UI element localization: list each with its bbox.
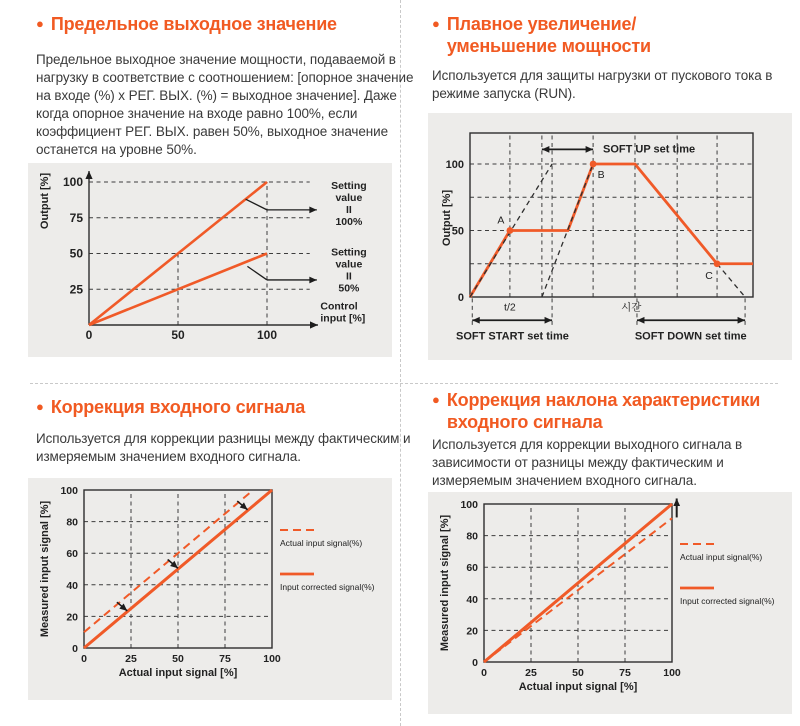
arrowhead bbox=[542, 146, 550, 153]
section-body: Используется для коррекции выходного сигнала в зависимости от разницы между фактическим и измеряемым значением входного сигнала. bbox=[432, 437, 743, 488]
point-label: C bbox=[705, 269, 713, 282]
arrowhead bbox=[637, 317, 645, 324]
bullet-icon: ● bbox=[36, 16, 44, 31]
y-tick-label: 100 bbox=[445, 159, 464, 171]
x-tick-label: 50 bbox=[172, 653, 184, 665]
arrowhead bbox=[85, 171, 92, 179]
horizontal-divider bbox=[30, 383, 778, 384]
annotation-text: 시간 bbox=[621, 301, 642, 314]
output-limit-chart bbox=[28, 163, 392, 357]
arrowhead bbox=[545, 317, 553, 324]
arrowhead bbox=[673, 498, 680, 506]
annotation-arrow bbox=[246, 199, 267, 210]
section-body: Предельное выходное значение мощности, подаваемой в нагрузку в соответствие с соотношением: [опорное значение на входе (%) x РЕГ. ВЫХ. (%) = выходное значение]. Даже когда опорное значение на входе равно 100%, если коэффициент РЕГ. ВЫХ. равен 50%, выходное значение останется на уровне 50%. bbox=[36, 52, 414, 157]
x-tick-label: 0 bbox=[81, 653, 87, 665]
section-title-line: Плавное увеличение/ bbox=[446, 14, 637, 34]
soft-start-updown-chart bbox=[428, 113, 792, 360]
x-tick-label: 100 bbox=[263, 653, 281, 665]
section-input-correction bbox=[36, 396, 416, 466]
section-title-line: уменьшение мощности bbox=[446, 36, 651, 56]
soft-start-chart-panel bbox=[428, 113, 792, 360]
y-tick-label: 100 bbox=[60, 485, 78, 497]
x-tick-label: 75 bbox=[619, 667, 631, 679]
point-label: B bbox=[597, 169, 605, 181]
section-title-line: Коррекция входного сигнала bbox=[50, 397, 306, 417]
annotation-text: input [%] bbox=[320, 312, 366, 325]
x-tick-label: 0 bbox=[481, 667, 487, 679]
y-axis-label: Output [%] bbox=[39, 172, 51, 230]
legend-label: Actual input signal(%) bbox=[280, 538, 363, 548]
x-axis-label: Actual input signal [%] bbox=[518, 681, 638, 693]
y-tick-label: 20 bbox=[466, 625, 478, 638]
y-axis-label: Output [%] bbox=[441, 189, 453, 247]
y-tick-label: 100 bbox=[62, 175, 83, 189]
section-title-line: входного сигнала bbox=[446, 412, 603, 432]
annotation-text: 50% bbox=[338, 282, 360, 295]
x-tick-label: 100 bbox=[256, 328, 278, 342]
section-title bbox=[36, 13, 414, 35]
y-tick-label: 0 bbox=[457, 292, 464, 304]
y-tick-label: 100 bbox=[460, 499, 478, 511]
point-marker bbox=[507, 227, 514, 234]
y-tick-label: 75 bbox=[69, 210, 83, 225]
legend-label: Input corrected signal(%) bbox=[680, 596, 775, 606]
input-slope-correction-chart bbox=[428, 492, 792, 714]
x-tick-label: 25 bbox=[525, 667, 537, 679]
x-axis-label: Actual input signal [%] bbox=[118, 667, 238, 679]
section-limit-output bbox=[36, 13, 414, 159]
arrowhead bbox=[309, 207, 317, 214]
y-tick-label: 25 bbox=[69, 282, 83, 297]
arrowhead bbox=[738, 317, 746, 324]
chart-series bbox=[717, 264, 745, 297]
annotation-text: value bbox=[335, 192, 363, 205]
section-title-line: Предельное выходное значение bbox=[50, 14, 337, 34]
bullet-icon: ● bbox=[432, 16, 440, 31]
annotation-text: SOFT START set time bbox=[456, 330, 569, 343]
x-tick-label: 0 bbox=[85, 328, 93, 342]
x-tick-label: 75 bbox=[219, 653, 231, 665]
y-tick-label: 40 bbox=[66, 579, 78, 592]
y-tick-label: 0 bbox=[472, 657, 478, 669]
legend-label: Input corrected signal(%) bbox=[280, 582, 375, 592]
arrowhead bbox=[310, 321, 318, 328]
annotation-text: 100% bbox=[335, 216, 363, 229]
section-slope-correction bbox=[432, 389, 772, 490]
section-title-line: Коррекция наклона характеристики bbox=[446, 390, 761, 410]
y-tick-label: 50 bbox=[451, 225, 464, 238]
y-tick-label: 50 bbox=[69, 246, 83, 261]
bullet-icon: ● bbox=[36, 399, 44, 414]
annotation-text: SOFT DOWN set time bbox=[634, 330, 747, 343]
y-tick-label: 80 bbox=[466, 530, 478, 543]
y-tick-label: 60 bbox=[466, 562, 478, 575]
annotation-text: value bbox=[335, 258, 363, 271]
y-tick-label: 40 bbox=[466, 593, 478, 606]
annotation-text: II bbox=[345, 270, 352, 283]
arrowhead bbox=[586, 146, 594, 153]
output-limit-chart-panel bbox=[28, 163, 392, 357]
x-tick-label: 25 bbox=[125, 653, 137, 665]
point-marker bbox=[714, 260, 721, 267]
section-body: Используется для защиты нагрузки от пускового тока в режиме запуска (RUN). bbox=[432, 68, 773, 101]
slope-correction-chart-panel bbox=[428, 492, 792, 714]
section-soft-power bbox=[432, 13, 788, 103]
point-label: A bbox=[497, 214, 505, 227]
arrowhead bbox=[472, 317, 480, 324]
point-marker bbox=[590, 161, 597, 168]
legend-label: Actual input signal(%) bbox=[680, 552, 763, 562]
input-correction-chart bbox=[28, 478, 392, 700]
bullet-icon: ● bbox=[432, 392, 440, 407]
annotation-text: Setting bbox=[331, 180, 367, 193]
section-title bbox=[432, 389, 772, 433]
annotation-text: Control bbox=[320, 300, 358, 313]
section-title bbox=[36, 396, 416, 418]
annotation-text: t/2 bbox=[504, 301, 516, 314]
x-tick-label: 100 bbox=[663, 667, 681, 679]
x-tick-label: 50 bbox=[572, 667, 584, 679]
y-axis-label: Measured input signal [%] bbox=[39, 500, 51, 638]
y-tick-label: 80 bbox=[66, 516, 78, 529]
section-title bbox=[432, 13, 788, 57]
y-tick-label: 20 bbox=[66, 611, 78, 624]
arrowhead bbox=[309, 277, 317, 284]
annotation-text: SOFT UP set time bbox=[603, 143, 696, 156]
annotation-arrow bbox=[247, 266, 267, 280]
x-tick-label: 50 bbox=[171, 328, 185, 342]
y-axis-label: Measured input signal [%] bbox=[439, 514, 451, 652]
input-correction-chart-panel bbox=[28, 478, 392, 700]
section-body: Используется для коррекции разницы между фактическим и измеряемым значением входного сигнала. bbox=[36, 431, 411, 464]
y-tick-label: 0 bbox=[72, 643, 78, 655]
y-tick-label: 60 bbox=[66, 548, 78, 561]
annotation-text: Setting bbox=[331, 246, 367, 259]
annotation-text: II bbox=[345, 204, 352, 217]
